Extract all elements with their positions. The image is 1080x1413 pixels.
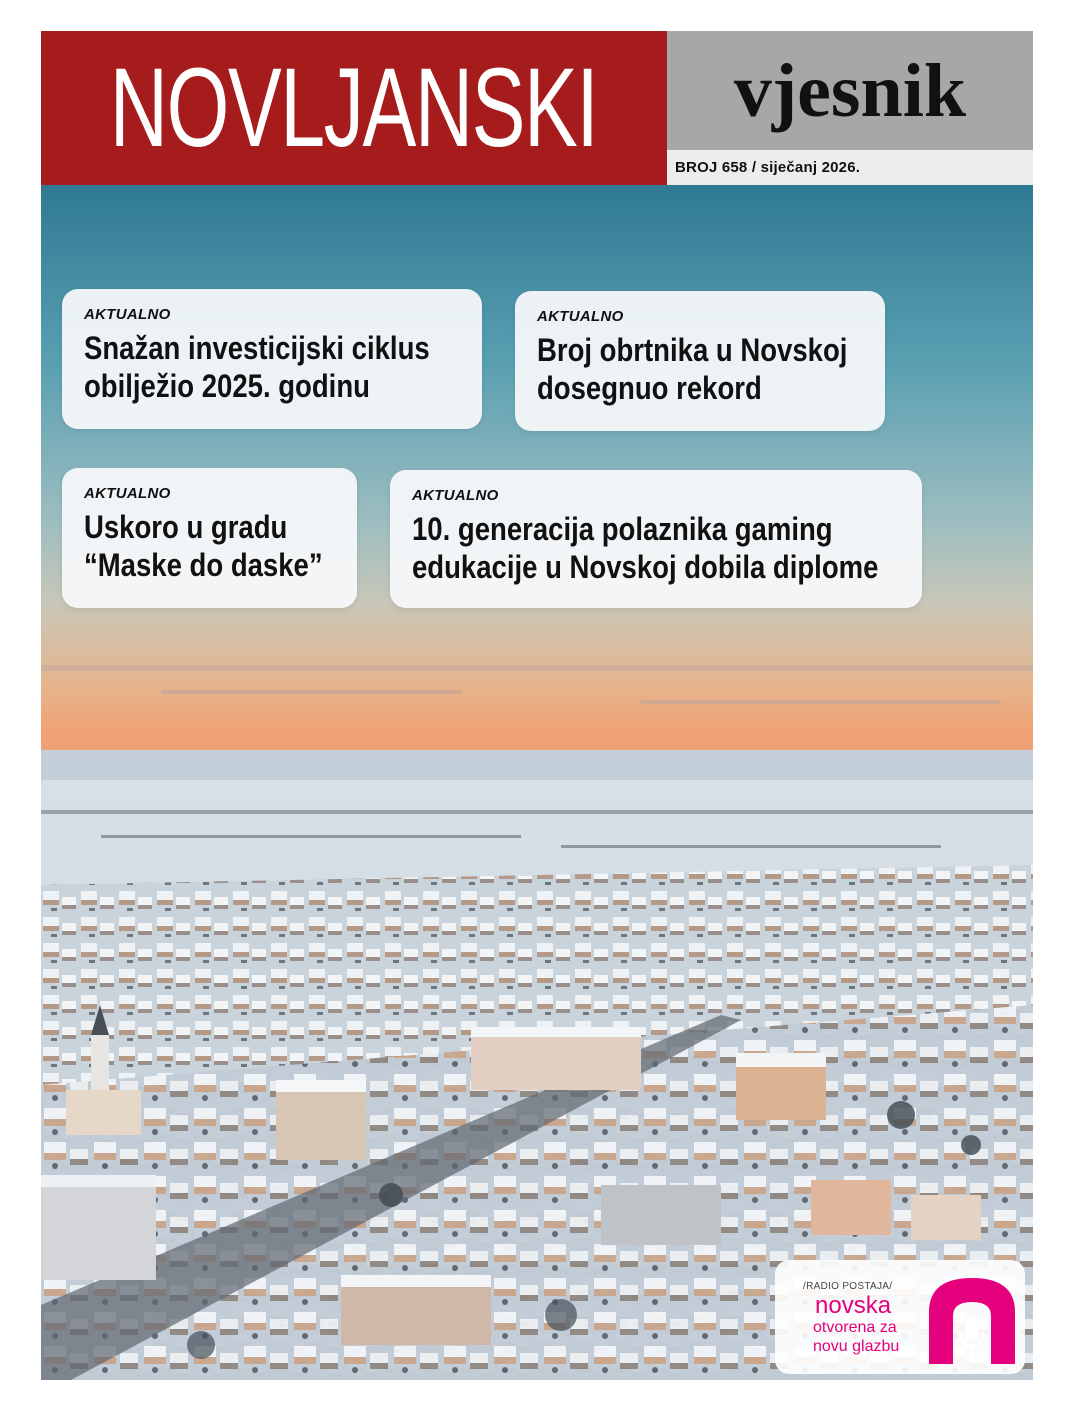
masthead-subtitle: vjesnik [733, 48, 967, 133]
headline-card-investment[interactable] [62, 289, 482, 429]
headline-card-masks[interactable] [62, 468, 357, 608]
masthead-subtitle-block [667, 31, 1033, 150]
issue-strip [667, 150, 1033, 185]
headline-kicker: AKTUALNO [412, 487, 499, 504]
headline-kicker: AKTUALNO [84, 485, 171, 502]
radio-slogan-line2: novu glazbu [813, 1338, 900, 1355]
headline-kicker: AKTUALNO [84, 306, 171, 323]
headline-title: Uskoro u gradu “Maske do daske” [84, 509, 323, 583]
headline-title: Broj obrtnika u Novskoj dosegnuo rekord [537, 332, 848, 406]
headline-kicker: AKTUALNO [537, 308, 624, 325]
issue-label: BROJ 658 / siječanj 2026. [675, 159, 861, 176]
headline-title: 10. generacija polaznika gaming edukacije u Novskoj dobila diplome [412, 511, 879, 585]
headline-card-gaming[interactable] [390, 470, 922, 608]
microphone-icon [923, 1272, 1021, 1366]
radio-slogan-line1: otvorena za [813, 1319, 897, 1336]
radio-novska-ad[interactable] [775, 1260, 1025, 1374]
headline-title: Snažan investicijski ciklus obilježio 2025. godinu [84, 330, 430, 404]
radio-name: novska [815, 1292, 892, 1319]
radio-tag: /RADIO POSTAJA/ [803, 1281, 893, 1292]
headline-card-craftsmen[interactable] [515, 291, 885, 431]
magazine-cover [41, 31, 1033, 1380]
masthead-title: NOVLJANSKI [110, 45, 598, 170]
masthead-title-block [41, 31, 667, 185]
